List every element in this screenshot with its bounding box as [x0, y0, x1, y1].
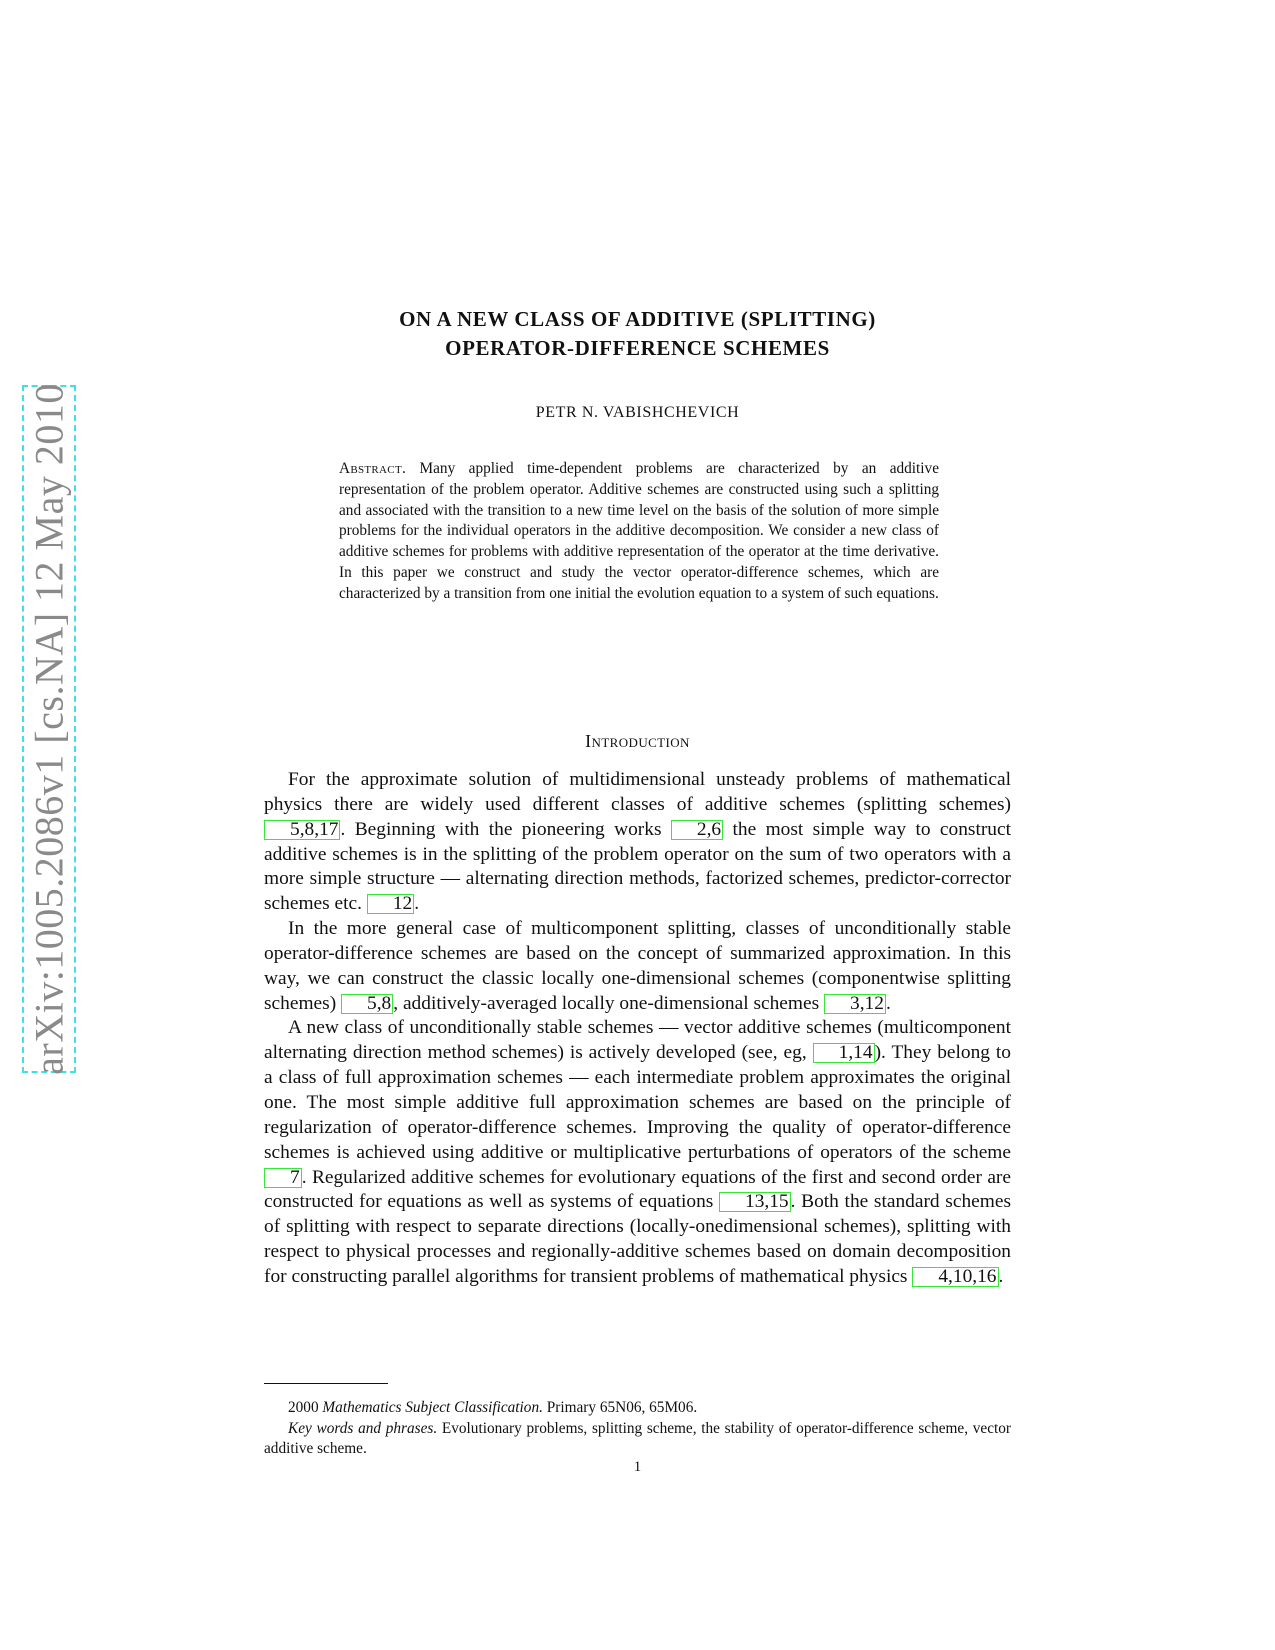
- paragraph-text: . Both the standard schemes of splitting with respect to separate directions (locally-onedimensional schemes), splitting with respect to physical processes and regionally-additive schemes based on domain decomposition for constructing parallel algorithms for transient problems of mathematical physics: [264, 1191, 1011, 1287]
- paragraph-text: .: [885, 992, 891, 1014]
- citation-link[interactable]: 4,10,16: [912, 1267, 998, 1287]
- arxiv-identifier-text: arXiv:1005.2086v1 [cs.NA] 12 May 2010: [26, 383, 72, 1075]
- msc-text: Primary 65N06, 65M06.: [546, 1399, 698, 1416]
- keywords-label: Key words and phrases.: [288, 1419, 438, 1437]
- footnote-keywords: [264, 1419, 1011, 1460]
- paragraph-3: [264, 1016, 1011, 1289]
- paragraph-text: A new class of unconditionally stable schemes — vector additive schemes (multicomponent alternating direction method schemes) is actively developed (see, eg,: [264, 1017, 1011, 1064]
- msc-year: 2000: [288, 1399, 319, 1416]
- introduction-body: [264, 768, 1011, 1290]
- msc-label: Mathematics Subject Classification.: [322, 1399, 543, 1416]
- citation-link[interactable]: 1,14: [813, 1043, 875, 1063]
- arxiv-identifier-stamp[interactable]: [22, 385, 76, 1073]
- author-name: PETR N. VABISHCHEVICH: [535, 404, 740, 421]
- citation-link[interactable]: 2,6: [671, 820, 723, 840]
- keywords-text: Evolutionary problems, splitting scheme, the stability of operator-difference scheme, vector additive scheme.: [264, 1419, 1011, 1457]
- paragraph-1: [264, 768, 1011, 917]
- paragraph-text: . Regularized additive schemes for evolutionary equations of the first and second order are constructed for equations as well as systems of equations: [264, 1166, 1011, 1213]
- paragraph-text: , additively-averaged locally one-dimensional schemes: [393, 992, 825, 1014]
- footnote-divider: [264, 1383, 388, 1384]
- citation-link[interactable]: 5,8,17: [264, 820, 340, 840]
- section-heading-introduction: Introduction: [585, 731, 690, 751]
- title-line-1: ON A NEW CLASS OF ADDITIVE (SPLITTING): [399, 307, 876, 331]
- abstract-label: Abstract.: [339, 460, 407, 477]
- citation-link[interactable]: 5,8: [341, 994, 393, 1014]
- footnote-msc: [264, 1398, 1011, 1419]
- citation-link[interactable]: 3,12: [824, 994, 886, 1014]
- citation-link[interactable]: 12: [367, 894, 414, 914]
- page-number: 1: [633, 1459, 642, 1475]
- abstract: [339, 459, 939, 605]
- paragraph-2: [264, 917, 1011, 1016]
- paragraph-text: the most simple way to construct additive schemes is in the splitting of the problem operator on the sum of two operators with a more simple structure — alternating direction methods, factorized schemes, predictor-corrector schemes etc.: [264, 818, 1011, 915]
- citation-link[interactable]: 7: [264, 1168, 302, 1188]
- paper-title: [300, 305, 975, 363]
- paragraph-text: In the more general case of multicomponent splitting, classes of unconditionally stable operator-difference schemes are based on the concept of summarized approximation. In this way, we can construct the classic locally one-dimensional schemes (componentwise splitting schemes): [264, 918, 1011, 1014]
- abstract-text: Many applied time-dependent problems are characterized by an additive representation of the problem operator. Additive schemes are constructed using such a splitting and associated with the transition to a new time level on the basis of the solution of more simple problems for the individual operators in the additive decomposition. We consider a new class of additive schemes for problems with additive representation of the operator at the time derivative. In this paper we construct and study the vector operator-difference schemes, which are characterized by a transition from one initial the evolution equation to a system of such equations.: [339, 460, 939, 602]
- title-line-2: OPERATOR-DIFFERENCE SCHEMES: [445, 336, 830, 360]
- paragraph-text: .: [998, 1265, 1004, 1287]
- paragraph-text: For the approximate solution of multidimensional unsteady problems of mathematical physics there are widely used different classes of additive schemes (splitting schemes): [264, 769, 1011, 815]
- footnotes: [264, 1398, 1011, 1460]
- paragraph-text: .: [414, 893, 420, 915]
- citation-link[interactable]: 13,15: [719, 1192, 791, 1212]
- paragraph-text: . Beginning with the pioneering works: [340, 818, 671, 840]
- paragraph-text: ). They belong to a class of full approximation schemes — each intermediate problem approximates the original one. The most simple additive full approximation schemes are based on the principle of regularization of operator-difference schemes. Improving the quality of operator-difference schemes is achieved using additive or multiplicative perturbations of operators of the scheme: [264, 1042, 1011, 1163]
